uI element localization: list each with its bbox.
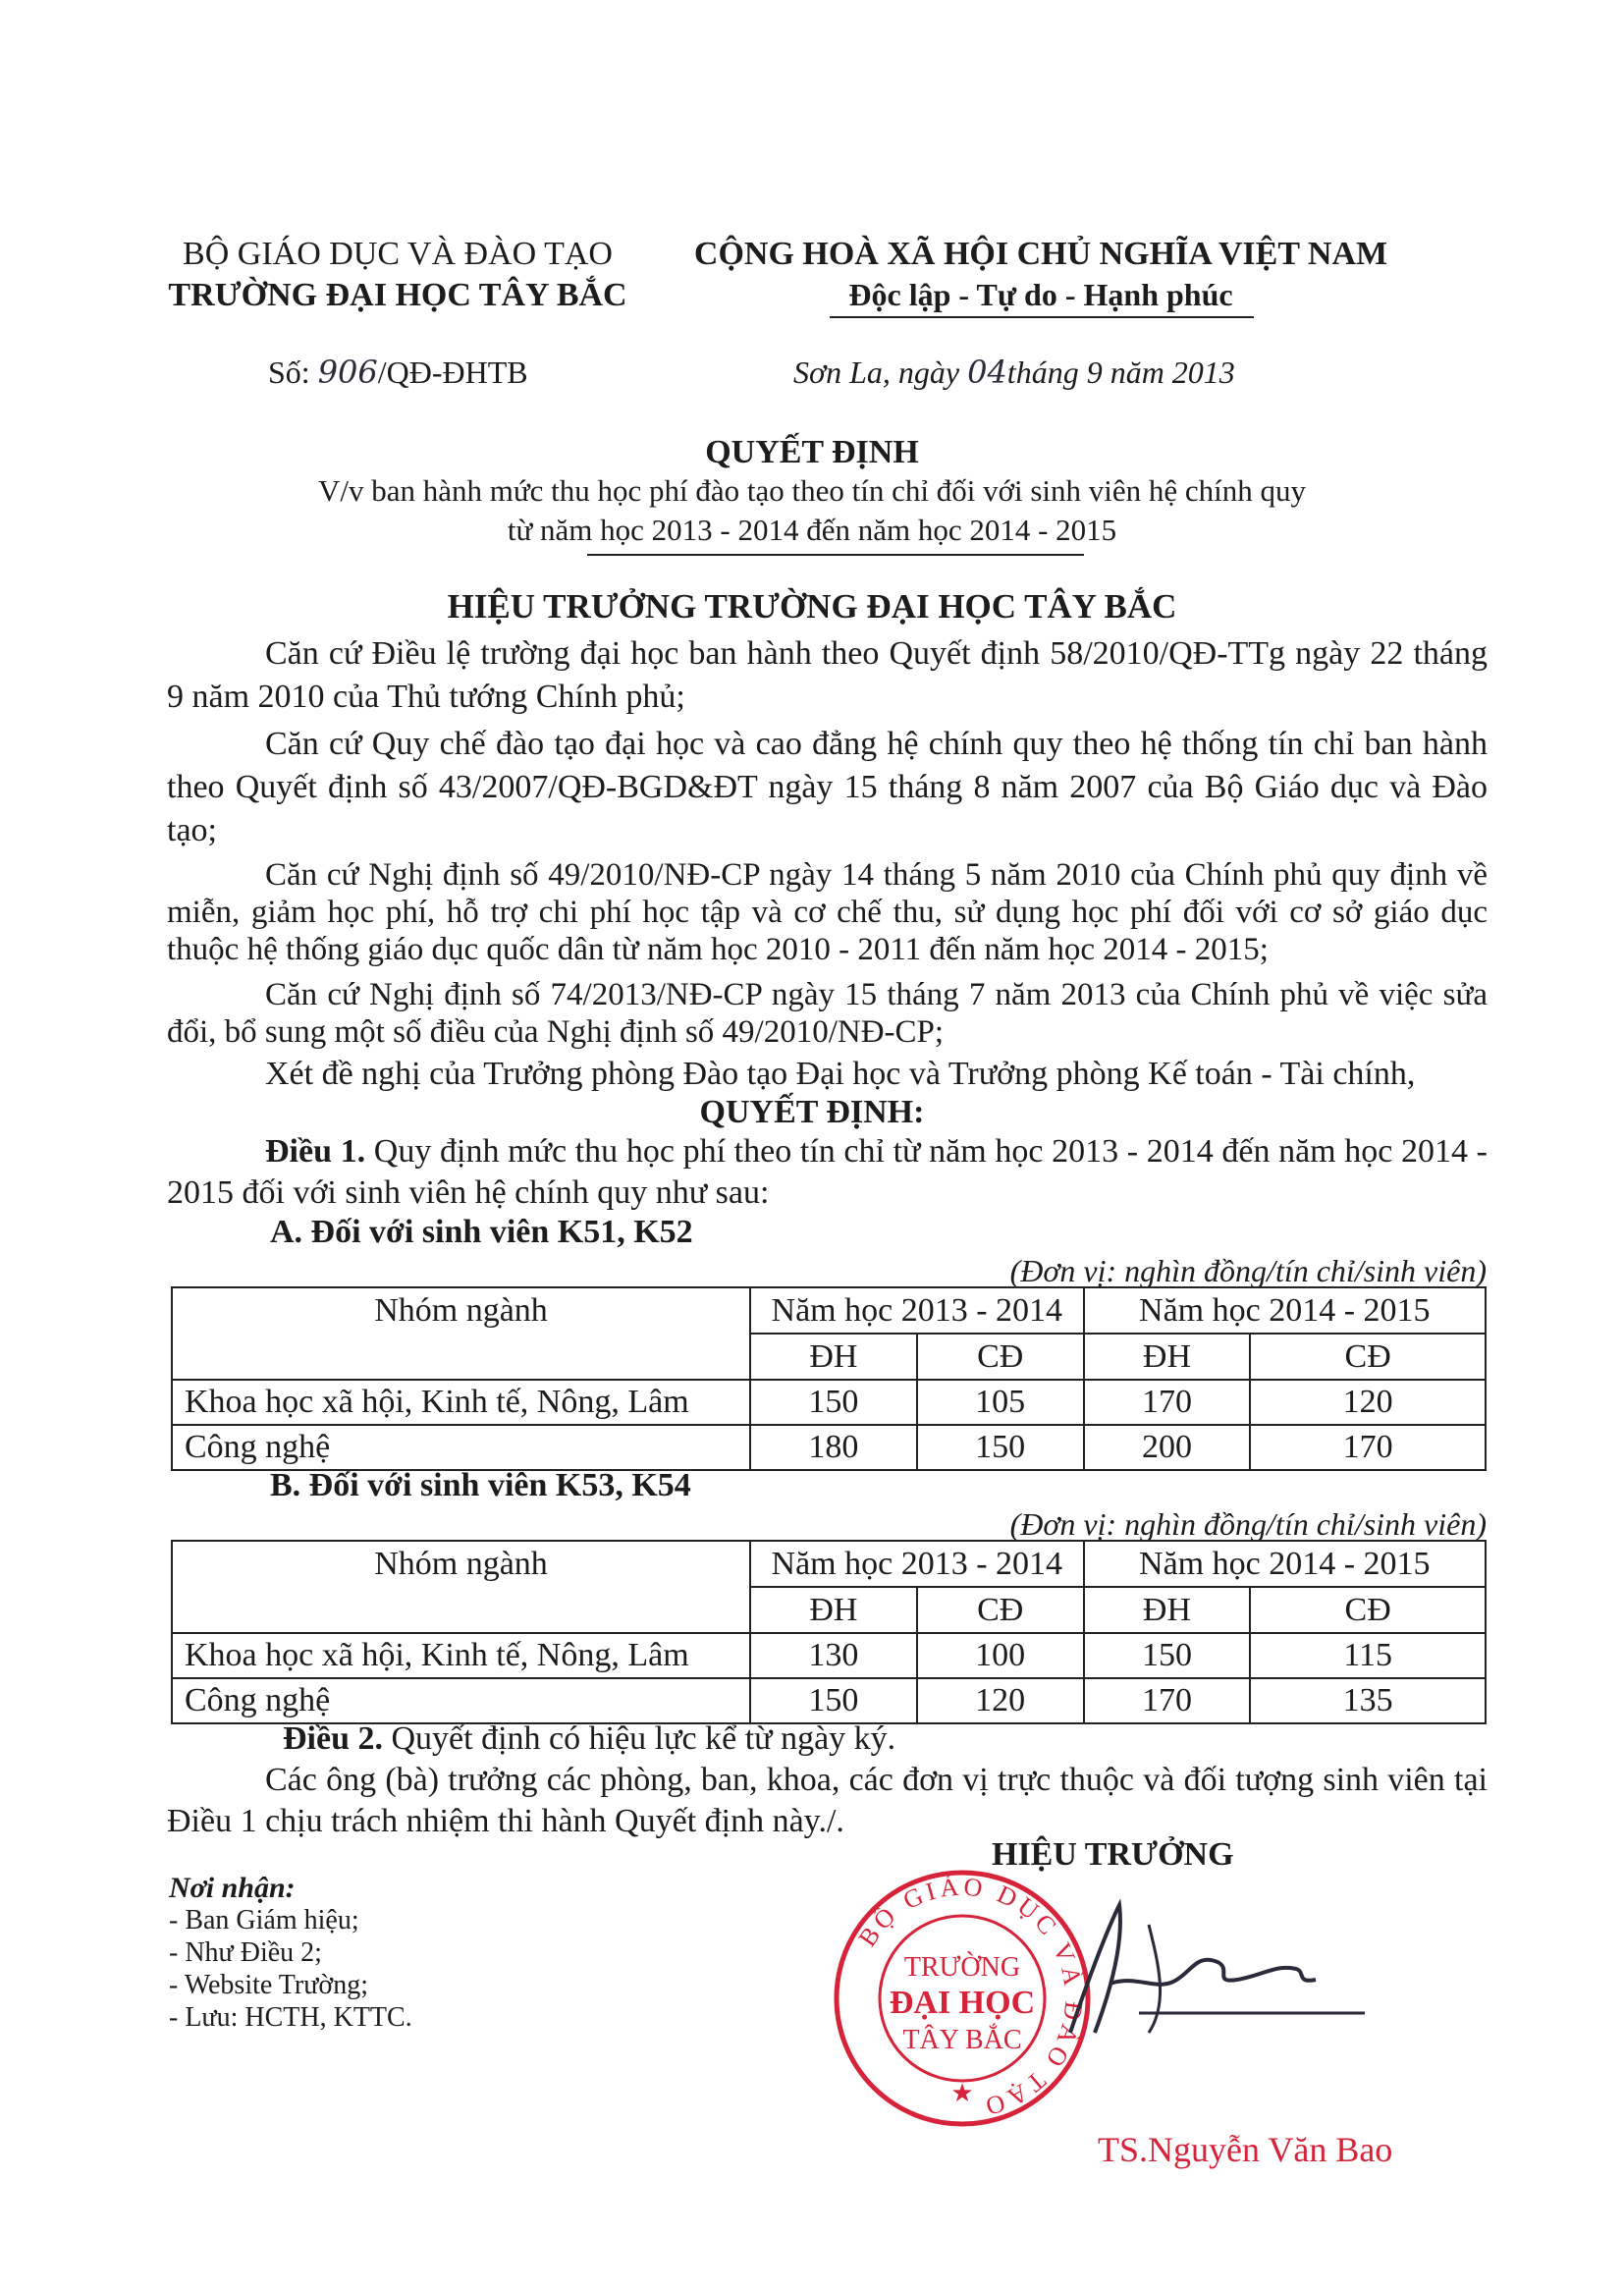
decision-subject-line1: V/v ban hành mức thu học phí đào tạo theo tín chỉ đối với sinh viên hệ chính quy [317,473,1307,508]
preamble-2: Căn cứ Quy chế đào tạo đại học và cao đẳng hệ chính quy theo hệ thống tín chỉ ban hành theo Quyết định số 43/2007/QĐ-BGD&ĐT ngày 15 tháng 8 năm 2007 của Bộ Giáo dục và Đào tạo; [167,726,1488,848]
subject-underline [587,554,1084,556]
document-date [793,354,1235,391]
table-cell: 150 [917,1425,1084,1470]
table-a-dh-header: ĐH [1084,1334,1251,1380]
article-1-text: Quy định mức thu học phí theo tín chỉ từ năm học 2013 - 2014 đến năm học 2014 - 2015 đối với sinh viên hệ chính quy như sau: [167,1133,1489,1211]
seal-center-line1: TRƯỜNG [903,1952,1021,1983]
section-b-heading: B. Đối với sinh viên K53, K54 [270,1467,691,1503]
table-cell: 120 [1250,1380,1486,1425]
seal-center-line3: TÂY BẮC [902,2025,1022,2055]
table-cell: 170 [1084,1678,1251,1723]
table-row [172,1425,1486,1470]
recipient-item: - Website Trường; [169,1970,369,2000]
motto-underline [830,316,1254,318]
table-cell: 135 [1250,1678,1486,1723]
table-cell: 130 [750,1633,917,1678]
date-rest: tháng 9 năm 2013 [1006,354,1235,390]
date-day: 04 [967,354,1007,391]
signatory-name: TS.Nguyễn Văn Bao [1098,2130,1393,2169]
seal-ring-textpath: BỘ GIÁO DỤC VÀ ĐÀO TẠO [852,1872,1089,2123]
table-cell: 180 [750,1425,917,1470]
ministry-name: BỘ GIÁO DỤC VÀ ĐÀO TẠO [183,236,613,272]
table-b-year2-header: Năm học 2014 - 2015 [1084,1541,1486,1587]
decision-subject-line2: từ năm học 2013 - 2014 đến năm học 2014 - 2015 [507,513,1117,547]
table-cell: 170 [1250,1425,1486,1470]
signature-stroke [1070,1905,1120,2033]
decision-title: QUYẾT ĐỊNH [705,434,919,470]
article-2-text: Quyết định có hiệu lực kể từ ngày ký. [383,1720,896,1757]
unit-note-b: (Đơn vị: nghìn đồng/tín chỉ/sinh viên) [1009,1506,1487,1542]
table-b-dh-header: ĐH [1084,1587,1251,1633]
table-a-cd-header: CĐ [917,1334,1084,1380]
recipients-heading: Nơi nhận: [169,1872,296,1904]
decision-heading: QUYẾT ĐỊNH: [699,1094,925,1130]
recipient-item: - Ban Giám hiệu; [169,1905,359,1935]
table-row [172,1380,1486,1425]
article-2 [283,1720,895,1758]
fee-table-a [171,1286,1487,1471]
seal-star-icon: ★ [950,2079,974,2107]
table-cell-group: Khoa học xã hội, Kinh tế, Nông, Lâm [172,1633,750,1678]
motto: Độc lập - Tự do - Hạnh phúc [848,277,1233,312]
number-suffix: /QĐ-ĐHTB [377,354,528,390]
table-cell: 105 [917,1380,1084,1425]
preamble-1: Căn cứ Điều lệ trường đại học ban hành theo Quyết định 58/2010/QĐ-TTg ngày 22 tháng 9 năm 2010 của Thủ tướng Chính phủ; [167,635,1488,715]
table-a-year2-header: Năm học 2014 - 2015 [1084,1287,1486,1334]
preamble-5: Xét đề nghị của Trưởng phòng Đào tạo Đại học và Trưởng phòng Kế toán - Tài chính, [265,1056,1416,1092]
table-a-year1-header: Năm học 2013 - 2014 [750,1287,1084,1334]
table-b-cd-header: CĐ [1250,1587,1486,1633]
table-a-cd-header: CĐ [1250,1334,1486,1380]
table-cell-group: Công nghệ [172,1425,750,1470]
table-row [172,1678,1486,1723]
table-cell: 150 [750,1380,917,1425]
date-prefix: Sơn La, ngày [793,354,960,390]
preamble-3: Căn cứ Nghị định số 49/2010/NĐ-CP ngày 14 tháng 5 năm 2010 của Chính phủ quy định về miễn, giảm học phí, hỗ trợ chi phí học tập và cơ chế thu, sử dụng học phí đối với cơ sở giáo dục thuộc hệ thống giáo dục quốc dân từ năm học 2010 - 2011 đến năm học 2014 - 2015; [167,857,1488,967]
fee-table-b [171,1540,1487,1724]
authority-title: HIỆU TRƯỞNG TRƯỜNG ĐẠI HỌC TÂY BẮC [447,587,1177,626]
preamble-4: Căn cứ Nghị định số 74/2013/NĐ-CP ngày 15 tháng 7 năm 2013 của Chính phủ về việc sửa đổi, bổ sung một số điều của Nghị định số 49/2010/NĐ-CP; [167,977,1488,1050]
signature-stroke [1110,1960,1316,1985]
table-cell: 115 [1250,1633,1486,1678]
table-a-group-header: Nhóm ngành [172,1287,750,1380]
article-1-label: Điều 1. [265,1133,366,1170]
unit-note-a: (Đơn vị: nghìn đồng/tín chỉ/sinh viên) [1009,1253,1487,1288]
table-cell: 150 [750,1678,917,1723]
table-cell: 100 [917,1633,1084,1678]
handwritten-signature [1001,1885,1375,2052]
table-cell: 170 [1084,1380,1251,1425]
recipient-item: - Lưu: HCTH, KTTC. [169,2002,412,2033]
table-a-dh-header: ĐH [750,1334,917,1380]
recipients-block [169,1872,412,2034]
signature-stroke [1149,1925,1161,2033]
section-a-heading: A. Đối với sinh viên K51, K52 [270,1214,693,1250]
article-2-label: Điều 2. [283,1720,383,1757]
nation-name: CỘNG HOÀ XÃ HỘI CHỦ NGHĨA VIỆT NAM [693,236,1388,272]
number-handwritten: 906 [317,354,378,391]
table-b-cd-header: CĐ [917,1587,1084,1633]
table-cell: 200 [1084,1425,1251,1470]
table-b-dh-header: ĐH [750,1587,917,1633]
seal-center-line2: ĐẠI HỌC [889,1985,1036,2021]
table-row [172,1633,1486,1678]
university-name: TRƯỜNG ĐẠI HỌC TÂY BẮC [168,277,627,313]
table-b-group-header: Nhóm ngành [172,1541,750,1633]
table-cell-group: Công nghệ [172,1678,750,1723]
table-cell: 120 [917,1678,1084,1723]
recipient-item: - Như Điều 2; [169,1937,322,1968]
table-cell: 150 [1084,1633,1251,1678]
table-b-year1-header: Năm học 2013 - 2014 [750,1541,1084,1587]
article-1 [167,1131,1488,1214]
number-prefix: Số: [268,354,310,390]
document-number [268,354,528,391]
article-2-paragraph: Các ông (bà) trưởng các phòng, ban, khoa, các đơn vị trực thuộc và đối tượng sinh viên tại Điều 1 chịu trách nhiệm thi hành Quyết định này./. [167,1762,1488,1839]
table-cell-group: Khoa học xã hội, Kinh tế, Nông, Lâm [172,1380,750,1425]
signatory-title: HIỆU TRƯỞNG [992,1836,1234,1873]
